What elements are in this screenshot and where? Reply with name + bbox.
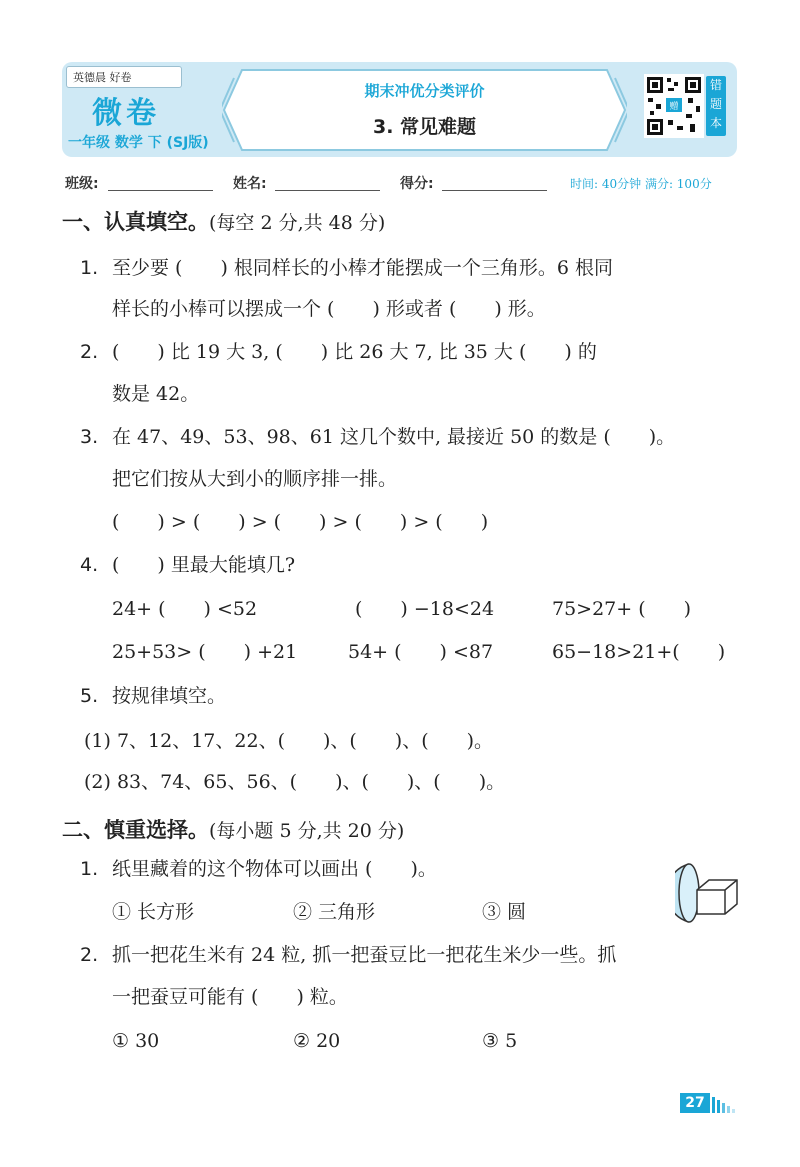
class-label: 班级:: [65, 176, 99, 192]
question-number: 2.: [80, 944, 99, 966]
choice-option[interactable]: ② 三角形: [293, 901, 376, 923]
section-2-note: (每小题 5 分,共 20 分): [209, 820, 405, 842]
choice-option[interactable]: ③ 圆: [482, 901, 527, 923]
section-2-title: 二、慎重选择。: [62, 818, 209, 842]
question-text: 纸里藏着的这个物体可以画出 ( )。: [112, 858, 437, 880]
time-and-full-score: 时间: 40分钟 满分: 100分: [570, 177, 712, 191]
question-text: 数是 42。: [112, 383, 200, 405]
choice-option[interactable]: ② 20: [293, 1030, 341, 1052]
question-text: ( ) 里最大能填几?: [112, 554, 296, 576]
question-text: 样长的小棒可以摆成一个 ( ) 形或者 ( ) 形。: [112, 298, 546, 320]
grade-label: 一年级 数学 下 (SJ版): [68, 135, 209, 151]
question-text: ( ) 比 19 大 3, ( ) 比 26 大 7, 比 35 大 ( ) 的: [112, 341, 597, 363]
sequence-item[interactable]: (2) 83、74、65、56、( )、( )、( )。: [84, 771, 506, 793]
question-text: 把它们按从大到小的顺序排一排。: [112, 468, 398, 490]
tag-char: 题: [709, 97, 722, 111]
exam-subtitle: 期末冲优分类评价: [364, 82, 485, 100]
score-label: 得分:: [400, 176, 434, 192]
ordering-blanks[interactable]: ( ) > ( ) > ( ) > ( ) > ( ): [112, 511, 489, 533]
tag-char: 错: [709, 78, 722, 92]
question-text: 抓一把花生米有 24 粒, 抓一把蚕豆比一把花生米少一些。抓: [112, 944, 617, 966]
inequality-item[interactable]: 24+ ( ) <52: [112, 598, 258, 620]
sequence-item[interactable]: (1) 7、12、17、22、( )、( )、( )。: [84, 730, 494, 752]
question-number: 1.: [80, 858, 99, 880]
page-title: 3. 常见难题: [372, 116, 477, 138]
name-label: 姓名:: [233, 176, 267, 192]
section-1-heading: [62, 206, 385, 236]
question-number: 2.: [80, 341, 99, 363]
question-number: 4.: [80, 554, 99, 576]
inequality-item[interactable]: 25+53> ( ) +21: [112, 641, 298, 663]
section-1-note: (每空 2 分,共 48 分): [209, 212, 386, 234]
question-text: 按规律填空。: [112, 685, 227, 707]
question-text: 至少要 ( ) 根同样长的小棒才能摆成一个三角形。6 根同: [112, 257, 614, 279]
inequality-item[interactable]: ( ) −18<24: [355, 598, 495, 620]
page-number: 27: [680, 1093, 710, 1113]
inequality-item[interactable]: 54+ ( ) <87: [348, 641, 494, 663]
name-field[interactable]: [275, 190, 380, 191]
question-number: 3.: [80, 426, 99, 448]
question-text: 一把蚕豆可能有 ( ) 粒。: [112, 986, 348, 1008]
question-number: 5.: [80, 685, 99, 707]
choice-option[interactable]: ① 30: [112, 1030, 160, 1052]
score-field[interactable]: [442, 190, 547, 191]
qr-center-label: 赠: [669, 102, 679, 112]
choice-option[interactable]: ① 长方形: [112, 901, 195, 923]
class-field[interactable]: [108, 190, 213, 191]
section-2-heading: [62, 814, 404, 844]
brand-title: 微卷: [92, 96, 160, 131]
qr-code-icon[interactable]: [644, 74, 704, 138]
hidden-object-illustration: [675, 860, 747, 926]
publisher-logo: 英德晨 好卷: [66, 66, 182, 88]
question-number: 1.: [80, 257, 99, 279]
question-text: 在 47、49、53、98、61 这几个数中, 最接近 50 的数是 ( )。: [112, 426, 676, 448]
tag-char: 本: [709, 116, 722, 130]
wrong-question-book-tag[interactable]: [706, 76, 726, 136]
inequality-item[interactable]: 75>27+ ( ): [552, 598, 692, 620]
inequality-item[interactable]: 65−18>21+( ): [552, 641, 726, 663]
section-1-title: 一、认真填空。: [62, 210, 209, 234]
page-decoration-icon: [712, 1095, 740, 1113]
choice-option[interactable]: ③ 5: [482, 1030, 518, 1052]
